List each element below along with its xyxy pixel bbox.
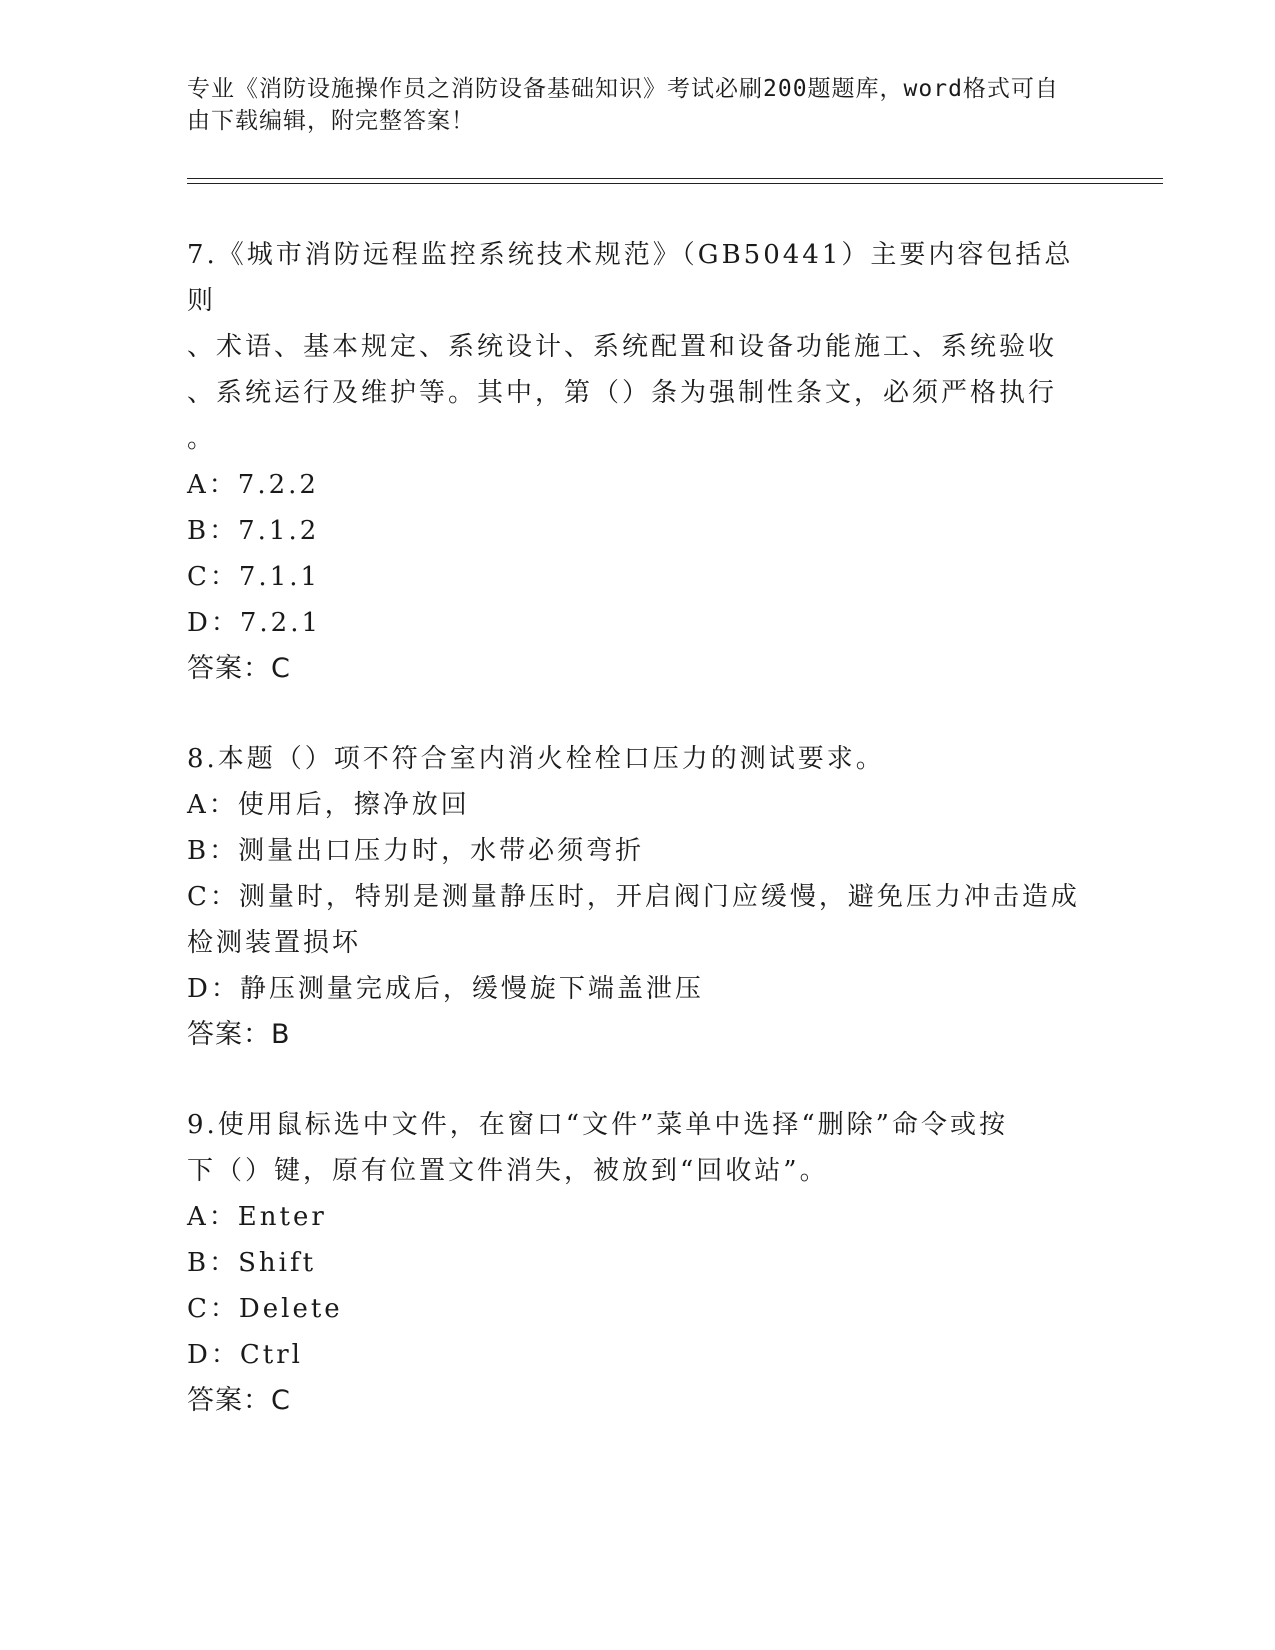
question-line: 下（）键，原有位置文件消失，被放到“回收站”。 [187, 1156, 829, 1186]
option-a: A：7.2.2 [187, 470, 319, 500]
option-c-continued: 检测装置损坏 [187, 928, 362, 958]
header-divider-top [187, 178, 1163, 179]
answer-line: 答案：C [187, 653, 291, 684]
question-item [187, 1102, 1087, 1424]
question-item [187, 232, 1087, 692]
question-line: 8.本题（）项不符合室内消火栓栓口压力的测试要求。 [187, 744, 885, 774]
answer-line: 答案：C [187, 1385, 291, 1416]
question-line: 9.使用鼠标选中文件，在窗口“文件”菜单中选择“删除”命令或按 [187, 1110, 1008, 1140]
option-b: B：Shift [187, 1248, 317, 1278]
header-divider-bottom [187, 183, 1163, 184]
option-d: D：7.2.1 [187, 608, 322, 638]
option-a: A：使用后，擦净放回 [187, 790, 470, 820]
question-line: 7.《城市消防远程监控系统技术规范》（GB50441）主要内容包括总则 [187, 240, 1074, 316]
option-c: C：测量时，特别是测量静压时，开启阀门应缓慢，避免压力冲击造成 [187, 882, 1080, 912]
option-d: D：静压测量完成后，缓慢旋下端盖泄压 [187, 974, 704, 1004]
option-b: B：7.1.2 [187, 516, 320, 546]
question-line: 、术语、基本规定、系统设计、系统配置和设备功能施工、系统验收 [187, 332, 1058, 362]
option-b: B：测量出口压力时，水带必须弯折 [187, 836, 645, 866]
option-d: D：Ctrl [187, 1340, 303, 1370]
question-list [187, 232, 1087, 1468]
question-line: 、系统运行及维护等。其中，第（）条为强制性条文，必须严格执行 [187, 378, 1058, 408]
question-line: 。 [187, 424, 217, 454]
answer-line: 答案：B [187, 1019, 291, 1050]
option-c: C：7.1.1 [187, 562, 321, 592]
document-header: 专业《消防设施操作员之消防设备基础知识》考试必刷200题题库，word格式可自由下载编辑，附完整答案！ [187, 76, 1059, 134]
option-a: A：Enter [187, 1202, 327, 1232]
question-item [187, 736, 1087, 1058]
option-c: C：Delete [187, 1294, 343, 1324]
